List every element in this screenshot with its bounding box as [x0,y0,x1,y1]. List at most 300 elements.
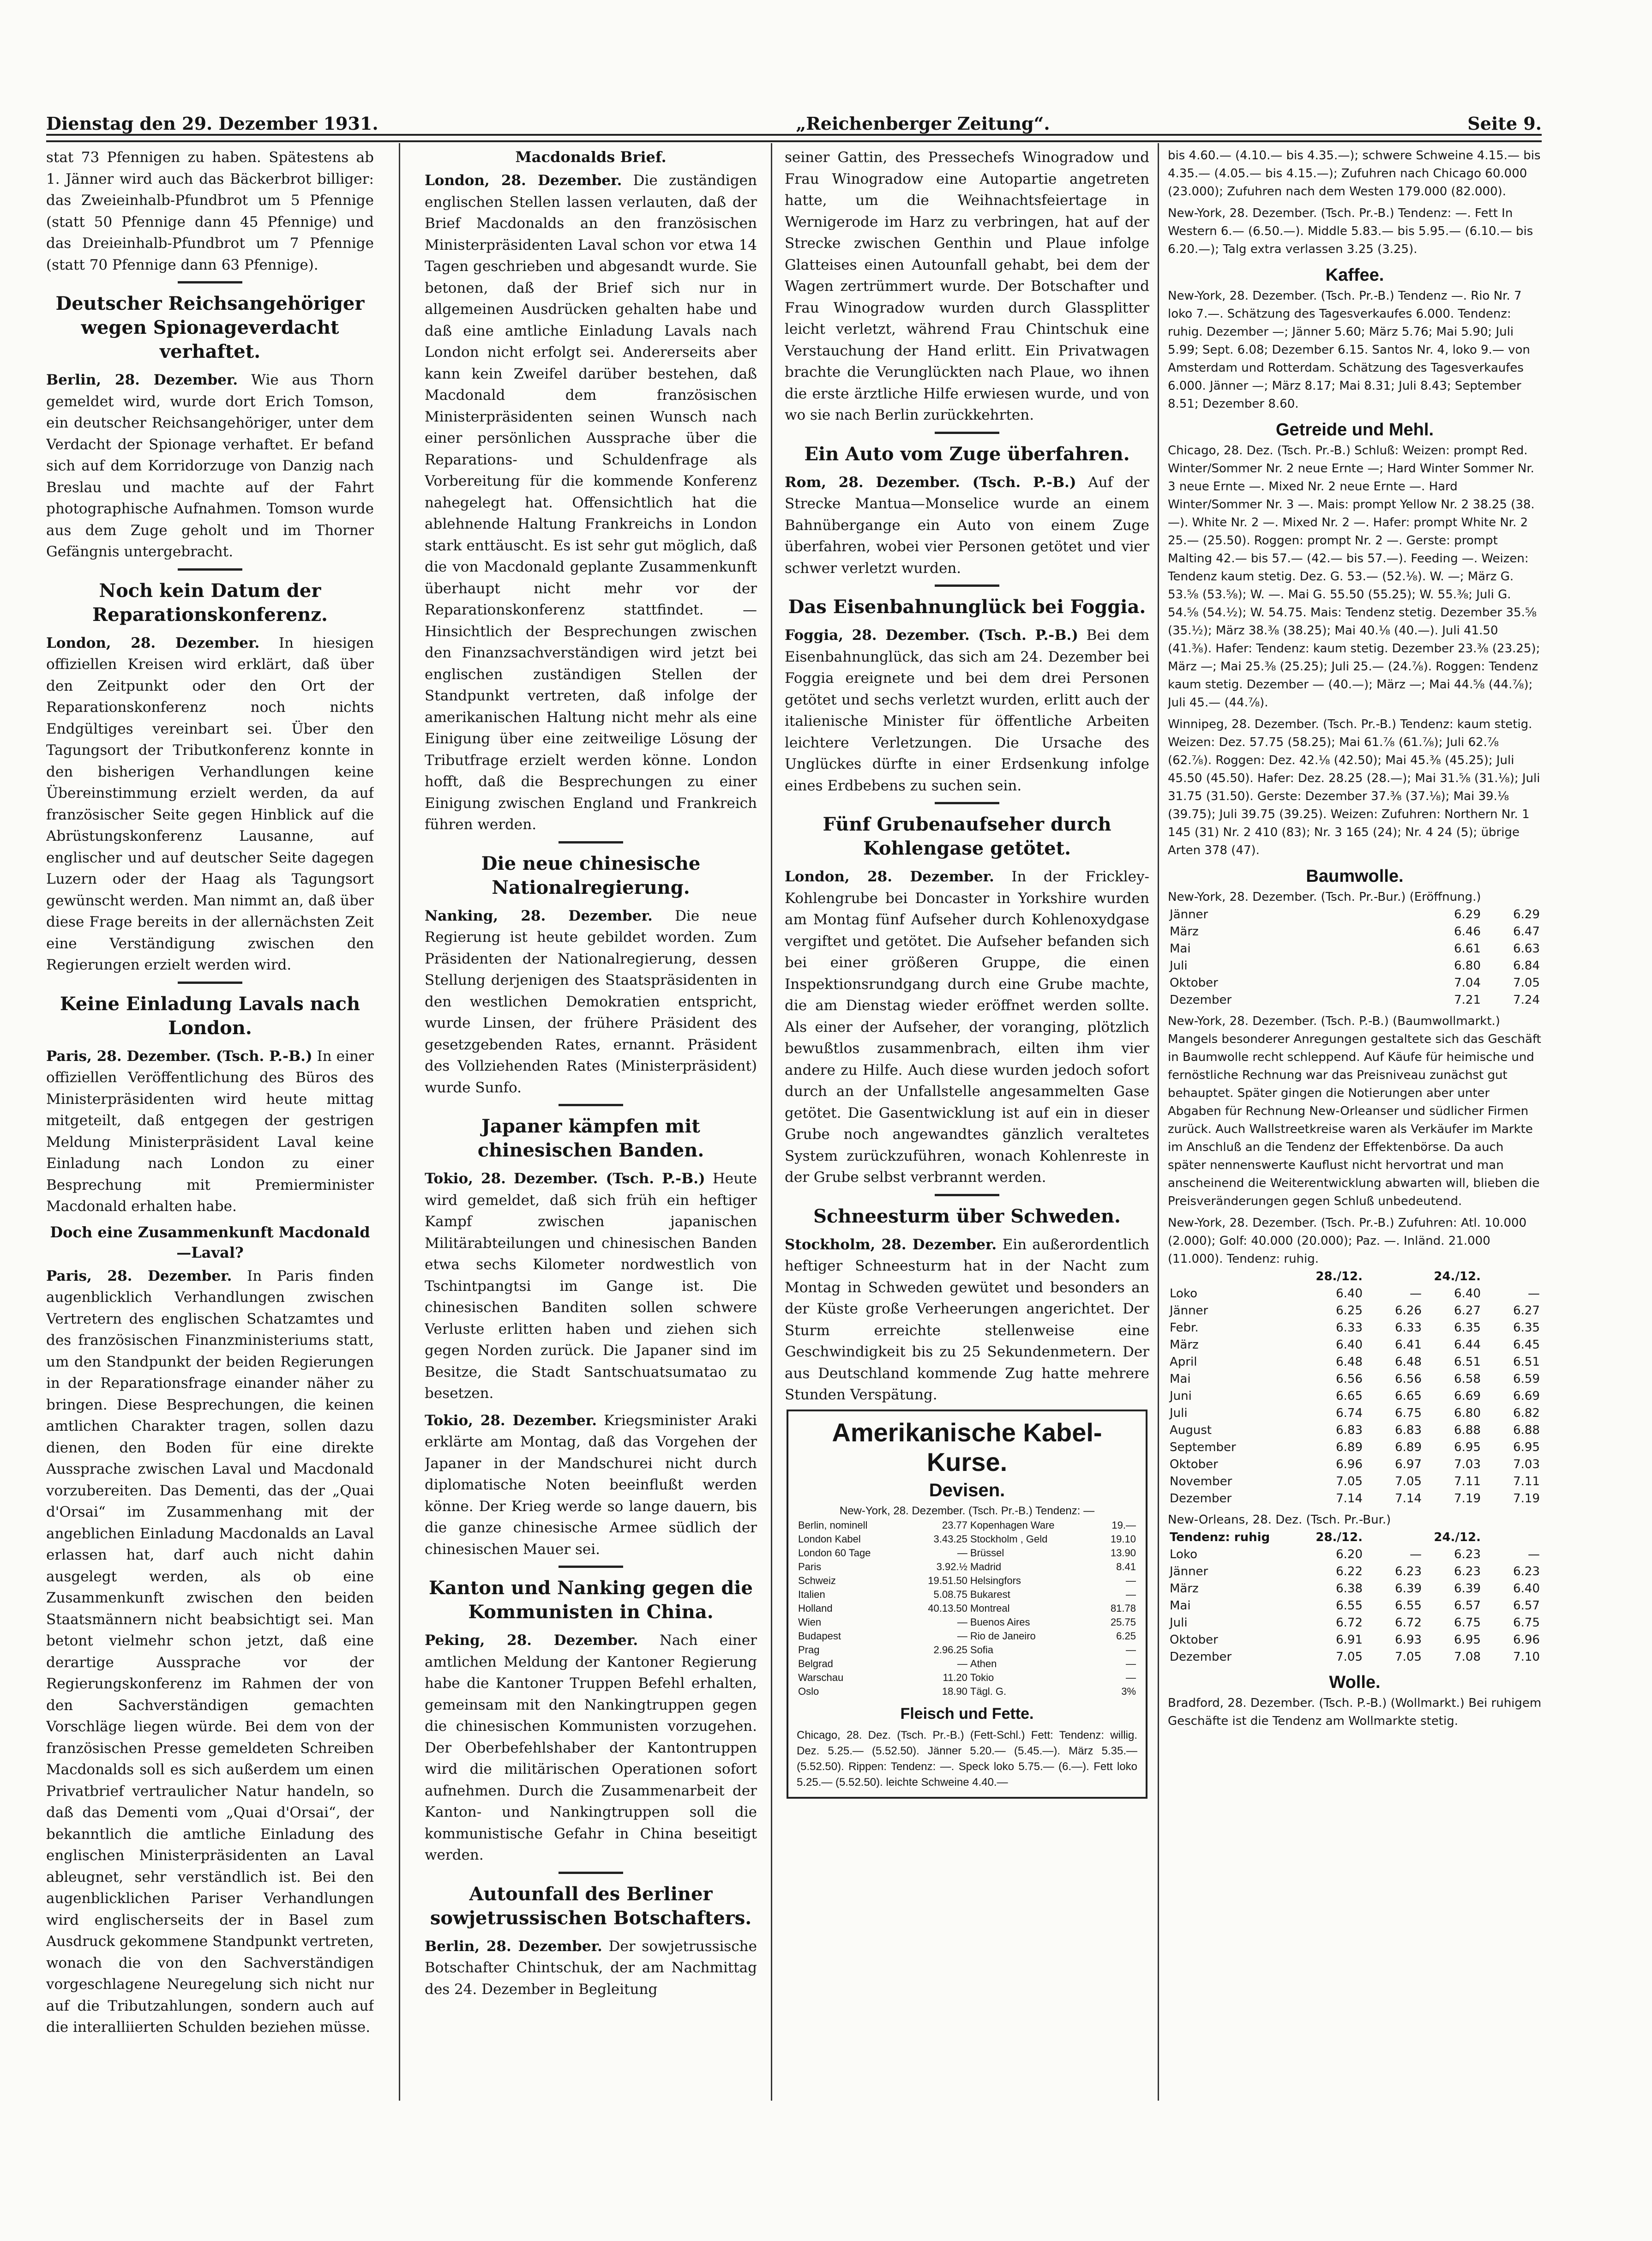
cotton-row [1168,992,1542,1009]
cotton-row [1168,1302,1542,1319]
article-headline: Deutscher Reichsangehöriger wegen Spionageverdacht verhaftet. [55,293,365,362]
meat-fats-text: Chicago, 28. Dez. (Tsch. Pr.-B.) (Fett-Schl.) Fett: Tendenz: willig. Dez. 5.25.— (5.52.50). Jänner 5.20.— (5.45.—). März 5.35.— (5.52.50). Rippen: Tendenz: —. Speck loko 5.75.— (6.—). Fett loko 5.25.— (5.52.50). leichte Schweine 4.40.— [797,1729,1137,1789]
table-cell: Oktober [1170,1633,1218,1647]
currency-row [797,1560,1137,1574]
table-cell: 6.46 [1454,925,1481,939]
table-cell: 6.75 [1454,1616,1481,1630]
header-rule [46,134,1542,142]
table-cell: 6.35 [1454,1321,1481,1335]
table-cell: — [1126,1589,1136,1600]
cable-rates-title: Amerikanische Kabel-Kurse. [832,1417,1102,1476]
dateline: Nanking, 28. Dezember. [425,907,653,924]
article-continuation: stat 73 Pfennigen zu haben. Spätestens ab 1. Jänner wird auch das Bäckerbrot billiger: das Zweieinhalb-Pfundbrot um 5 Pfennige (statt 50 Pfennige dann 45 Pfennige) und das Dreieinhalb-Pfundbrot um 7 Pfennige (statt 70 Pfennige dann 63 Pfennige). [46,149,374,273]
table-cell: 6.57 [1513,1599,1540,1613]
coffee-report: New-York, 28. Dezember. (Tsch. Pr.-B.) Tendenz —. Rio Nr. 7 loko 7.—. Schätzung des Tagesverkaufes 6.000. Tendenz: ruhig. Dezember —; Jänner 5.60; März 5.76; Mai 5.90; Juli 5.99; Sept. 6.08; Dezember 6.15. Santos Nr. 4, loko 9.— von Amsterdam und Rotterdam. Schätzung des Tagesverkaufes 6.000. Jänner —; März 8.17; Mai 8.31; Juli 8.43; September 8.51; Dezember 8.60. [1168,289,1530,411]
currency-table [797,1518,1137,1699]
table-cell: Jänner [1170,908,1208,922]
article-headline: Schneesturm über Schweden. [813,1205,1121,1227]
cotton-row [1168,1319,1542,1337]
separator [935,1194,999,1196]
table-cell: Warschau [798,1672,844,1683]
winnipeg-report: Winnipeg, 28. Dezember. (Tsch. Pr.-B.) Tendenz: kaum stetig. Weizen: Dez. 57.75 (58.25); Mai 61.⅞ (61.⅞); Juli 62.⅞ (62.⅞). Roggen: Dez. 42.⅛ (42.50); Mai 45.⅜ (45.25); Juli 45.50 (45.50). Hafer: Dez. 28.25 (28.—); Mai 31.⅝ (31.⅛); Juli 31.75 (31.50). Gerste: Dezember 37.⅜ (37.⅛); Mai 39.⅛ (39.75); Juli 39.75 (39.25). Weizen: Zufuhren: Northern Nr. 1 145 (31) Nr. 2 410 (83); Nr. 3 165 (24); Nr. 4 24 (5); übrige Arten 378 (47). [1168,717,1540,857]
table-cell: 8.41 [1116,1561,1136,1572]
article-body: Nach einer amtlichen Meldung der Kantoner Regierung habe die Kantoner Truppen Befehl erhalten, gemeinsam mit den Nankingtruppen gegen die chinesischen Kommunisten vorzugehen. Der Oberbefehlshaber der Kantontruppen wird die militärischen Operationen sofort aufnehmen. Durch die Zusammenarbeit der Kanton- und Nankingtruppen soll die kommunistische Gefahr in China beseitigt werden. [425,1632,757,1863]
table-cell: Juli [1170,1616,1188,1630]
cotton-row [1168,1490,1542,1507]
column-rule [399,143,400,2101]
table-cell: 6.75 [1513,1616,1540,1630]
column-header: Tendenz: ruhig [1170,1530,1270,1544]
table-cell: Stockholm , Geld [970,1533,1048,1545]
grain-heading: Getreide und Mehl. [1275,420,1434,440]
table-cell: 7.24 [1513,993,1540,1007]
meat-fats-heading: Fleisch und Fette. [900,1705,1034,1723]
table-cell: November [1170,1475,1232,1488]
table-cell: — [957,1658,967,1669]
separator [178,281,242,283]
column-header: 28./12. [1316,1270,1363,1283]
table-cell: Madrid [970,1561,1002,1572]
article-subheadline: Doch eine Zusammenkunft Macdonald—Laval? [50,1223,370,1261]
grain-report: Chicago, 28. Dez. (Tsch. Pr.-B.) Schluß: Weizen: prompt Red. Winter/Sommer Nr. 2 neue Ernte —; Hard Winter Sommer Nr. 3 neue Ernte —. Mixed Nr. 2 neue Ernte —. Hard Winter/Sommer Nr. 3 —. Mais: prompt Yellow Nr. 2 38.25 (38.—). White Nr. 2 —. Mixed Nr. 2 —. Hafer: prompt White Nr. 2 25.— (25.50). Roggen: prompt Nr. 2 —. Gerste: prompt Malting 42.— bis 57.— (42.— bis 57.—). Feeding —. Weizen: Tendenz kaum stetig. Dez. G. 53.— (52.⅛). W. —; März G. 53.⅝ (53.⅝); W. —. Mai G. 55.50 (55.25); W. 55.⅜; Juli G. 54.⅝ (54.½); W. 54.75. Mais: Tendenz stetig. Dezember 35.⅝ (35.½); März 38.⅜ (38.25); Mai 40.⅛ (40.—). Juli 41.50 (41.⅜). Hafer: Tendenz: kaum stetig. Dezember 23.⅜ (23.25); März —; Mai 25.⅜ (25.25); Juli 25.— (24.⅞). Roggen: Tendenz kaum stetig. Dezember — (40.—); März —; Mai 44.⅝ (44.⅞); Juli 45.— (44.⅞). [1168,444,1540,710]
article-body: In Paris finden augenblicklich Verhandlungen zwischen Vertretern des englischen Schatzamtes und des französischen Finanzministeriums statt, um den Standpunkt der beiden Regierungen in der Reparationsfrage einander näher zu bringen. Diese Besprechungen, die keinen amtlichen Charakter tragen, sollen dazu dienen, den Boden für eine direkte Aussprache zwischen Laval und Macdonald vorzubereiten. Das Dementi, das der „Quai d'Orsai“ im Zusammenhang mit der angeblichen Einladung Macdonalds an Laval erlassen hat, darf auch nicht dahin ausgelegt werden, als ob eine Zusammenkunft zwischen den beiden Staatsmännern nicht beabsichtigt sei. Man betont vielmehr schon jetzt, daß eine derartige Aussprache vor der Regierungskonferenz im Rahmen der von den Sachverständigen gemachten Vorschläge liegen würde. Bei dem von der französischen Presse gemeldeten Schreiben Macdonalds soll es sich außerdem um einen Privatbrief vertraulicher Natur handeln, so daß das Dementi vom „Quai d'Orsai“, der bekanntlich die amtliche Einladung des englischen Ministerpräsidenten an Laval ableugnet, sehr verständlich ist. Bei den augenblicklichen Pariser Verhandlungen wird englischerseits der in Basel zum Ausdruck gekommene Standpunkt vertreten, wonach die von den Sachverständigen vorgeschlagene Neuregelung sich nicht nur auf die Tributzahlungen, sondern auch auf die interalliierten Schulden beziehen müsse. [46,1267,374,2036]
table-cell: 6.51 [1454,1355,1481,1369]
column-header: 28./12. [1316,1530,1363,1544]
table-cell: — [957,1630,967,1642]
article-headline: Autounfall des Berliner sowjetrussischen Botschafters. [430,1883,752,1929]
table-cell: 6.89 [1336,1440,1363,1454]
currency-row [797,1615,1137,1629]
table-cell: 6.69 [1454,1389,1481,1403]
article-headline: Fünf Grubenaufseher durch Kohlengase getötet. [823,813,1111,859]
dateline: London, 28. Dezember. [785,868,994,885]
table-cell: Tägl. G. [970,1686,1007,1697]
table-cell: 7.14 [1395,1492,1422,1506]
column-4-markets [1168,147,1542,2095]
table-cell: Brüssel [970,1547,1004,1559]
cotton-row [1168,958,1542,975]
table-cell: März [1170,1338,1199,1352]
table-cell: 6.88 [1454,1423,1481,1437]
table-cell: 6.35 [1513,1321,1540,1335]
cotton-row [1168,940,1542,958]
cotton-row [1168,1597,1542,1614]
page-header [46,106,1542,134]
cotton-newyork-table [1168,1268,1542,1507]
cotton-row [1168,1371,1542,1388]
table-cell: 6.96 [1513,1633,1540,1647]
cotton-row [1168,923,1542,940]
table-cell: Belgrad [798,1658,833,1669]
currency-heading: Devisen. [929,1480,1005,1500]
separator [178,568,242,571]
table-cell: Berlin, nominell [798,1519,868,1531]
table-cell: Mai [1170,1599,1191,1613]
table-cell: 11.20 [943,1672,967,1683]
table-cell: 7.08 [1454,1650,1481,1664]
wool-heading: Wolle. [1329,1673,1381,1692]
article-body: In hiesigen offiziellen Kreisen wird erklärt, daß über den Zeitpunkt oder den Ort der Reparationskonferenz noch nichts Endgültiges vereinbart sei. Über den Tagungsort der Tributkonferenz konnte in den bisherigen Verhandlungen keine Übereinstimmung erzielt werden, da auf französischer Seite gegen Hinblick auf die Abrüstungskonferenz Lausanne, auf englischer und auf deutscher Seite dagegen Luzern oder der Haag als Tagungsort gewünscht werden. Man nimmt an, daß über diese Frage bereits in der allernächsten Zeit eine Verständigung zwischen den Regierungen erzielt werden wird. [46,634,374,973]
table-cell: 7.05 [1513,976,1540,990]
table-cell: 6.58 [1454,1372,1481,1386]
currency-row [797,1574,1137,1588]
table-cell: 7.03 [1454,1458,1481,1471]
dateline: Tokio, 28. Dezember. (Tsch. P.-B.) [425,1170,705,1187]
article-continuation: seiner Gattin, des Pressechefs Winogradow und Frau Winogradow eine Autopartie angetreten hatte, um die Weihnachtsfeiertage in Wernigerode im Harz zu verbringen, hat auf der Strecke zwischen Genthin und Plaue infolge Glatteises einen Autounfall gehabt, bei dem der Wagen zertrümmert wurde. Der Botschafter und Frau Winogradow wurden durch Glassplitter leicht verletzt, während Frau Chintschuk eine Verstauchung der Hand erlitt. Ein Privatwagen brachte die Verunglückten nach Plaue, wo ihnen die erste ärztliche Hilfe erwiesen wurde, und von wo sie nach Berlin zurückkehrten. [785,149,1149,423]
table-cell: 6.25 [1116,1630,1136,1642]
cotton-row [1168,1580,1542,1597]
table-cell: 6.33 [1395,1321,1422,1335]
table-cell: — [1528,1548,1540,1561]
column-2 [425,147,757,2095]
cotton-row [1168,1649,1542,1666]
rates-dateline: New-York, 28. Dezember. (Tsch. Pr.-B.) Tendenz: — [839,1505,1095,1517]
article-body: Auf der Strecke Mantua—Monselice wurde an einem Bahnübergange ein Auto von einem Zuge überfahren, wobei vier Personen getötet und vier schwer verletzt wurden. [785,474,1149,577]
table-cell: 13.90 [1110,1547,1136,1559]
table-cell: 6.20 [1336,1548,1363,1561]
table-cell: Dezember [1170,1650,1232,1664]
table-cell: Mai [1170,942,1191,956]
currency-row [797,1546,1137,1560]
column-header: 24./12. [1434,1530,1481,1544]
table-cell: 6.55 [1336,1599,1363,1613]
separator [559,841,623,843]
wool-report: Bradford, 28. Dezember. (Tsch. P.-B.) (Wollmarkt.) Bei ruhigem Geschäfte ist die Tendenz am Wollmarkte stetig. [1168,1696,1542,1728]
dateline: Berlin, 28. Dezember. [425,1938,602,1955]
table-cell: 6.27 [1513,1304,1540,1318]
table-cell: 5.08.75 [933,1589,967,1600]
currency-row [797,1657,1137,1671]
table-cell: 6.83 [1395,1423,1422,1437]
cotton-row [1168,1439,1542,1456]
column-rule [1158,143,1159,2101]
cotton-dateline: New-York, 28. Dezember. (Tsch. Pr.-B.) Zufuhren: Atl. 10.000 (2.000); Golf: 40.000 (20.000); Paz. —. Inländ. 21.000 (11.000). Tendenz: ruhig. [1168,1216,1527,1266]
table-cell: Prag [798,1644,820,1656]
table-cell: — [1126,1672,1136,1683]
table-cell: 40.13.50 [928,1602,967,1614]
table-cell: Juli [1170,959,1188,973]
table-cell: 18.90 [942,1686,967,1697]
table-cell: Wien [798,1616,822,1628]
table-cell: Juli [1170,1406,1188,1420]
table-cell: 7.21 [1454,993,1481,1007]
table-cell: Rio de Janeiro [970,1630,1036,1642]
article-body: Die neue Regierung ist heute gebildet worden. Zum Präsidenten der Nationalregierung, dessen Stellung derjenigen des Staatspräsidenten in den westlichen Demokratien entspricht, wurde Linsen, der frühere Präsident des gesetzgebenden Rates, ernannt. Präsident des Vollziehenden Rates (Ministerpräsident) wurde Sunfo. [425,907,757,1096]
separator [935,584,999,587]
table-cell: Schweiz [798,1575,836,1586]
column-rule [771,143,772,2101]
currency-row [797,1643,1137,1657]
table-cell: 6.51 [1513,1355,1540,1369]
table-cell: Mai [1170,1372,1191,1386]
currency-row [797,1588,1137,1602]
table-cell: — [1126,1575,1136,1586]
table-cell: 19.51.50 [928,1575,967,1586]
dateline: Peking, 28. Dezember. [425,1632,638,1649]
table-cell: 6.47 [1513,925,1540,939]
table-cell: September [1170,1440,1236,1454]
table-cell: 6.45 [1513,1338,1540,1352]
cotton-dateline: New-York, 28. Dezember. (Tsch. Pr.-Bur.) (Eröffnung.) [1168,890,1481,904]
header-page-number: Seite 9. [1467,113,1542,134]
table-cell: 6.29 [1454,908,1481,922]
table-cell: London 60 Tage [798,1547,871,1559]
currency-row [797,1532,1137,1546]
table-cell: Oslo [798,1686,819,1697]
header-paper-name: „Reichenberger Zeitung“. [796,113,1050,134]
article-subheadline: Macdonalds Brief. [515,148,667,166]
table-cell: 6.41 [1395,1338,1422,1352]
table-cell: Budapest [798,1630,841,1642]
column-header [1364,1268,1424,1285]
table-cell: Paris [798,1561,822,1572]
table-cell: Loko [1170,1287,1197,1301]
cotton-row [1168,1632,1542,1649]
table-cell: 6.27 [1454,1304,1481,1318]
dateline: Paris, 28. Dezember. [46,1267,232,1284]
table-cell: 6.82 [1513,1406,1540,1420]
dateline: London, 28. Dezember. [425,172,622,189]
table-cell: 6.65 [1336,1389,1363,1403]
table-cell: August [1170,1423,1212,1437]
cotton-opening-table [1168,906,1542,1009]
table-cell: 7.04 [1454,976,1481,990]
table-cell: 6.23 [1454,1548,1481,1561]
dateline: Foggia, 28. Dezember. (Tsch. P.-B.) [785,627,1078,644]
article-headline: Die neue chinesische Nationalregierung. [481,852,701,898]
cotton-row [1168,1456,1542,1473]
table-cell: 6.23 [1513,1565,1540,1578]
cable-rates-box [787,1410,1147,1799]
table-cell: 6.80 [1454,1406,1481,1420]
table-cell: — [957,1616,967,1628]
column-header [1483,1529,1542,1546]
table-cell: 19.10 [1110,1533,1136,1545]
column-header [1483,1268,1542,1285]
table-cell: 6.48 [1395,1355,1422,1369]
table-cell: 6.96 [1336,1458,1363,1471]
currency-row [797,1518,1137,1532]
table-cell: 6.22 [1336,1565,1363,1578]
table-cell: 7.03 [1513,1458,1540,1471]
table-cell: Bukarest [970,1589,1010,1600]
cotton-row [1168,975,1542,992]
table-cell: 6.93 [1395,1633,1422,1647]
table-cell: — [1126,1644,1136,1656]
table-cell: — [1410,1548,1422,1561]
table-cell: 81.78 [1110,1602,1136,1614]
table-cell: 6.59 [1513,1372,1540,1386]
column-1 [46,147,374,2095]
table-cell: 6.38 [1336,1582,1363,1596]
table-cell: 6.48 [1336,1355,1363,1369]
table-cell: 6.97 [1395,1458,1422,1471]
cotton-row [1168,906,1542,923]
article-headline: Japaner kämpfen mit chinesischen Banden. [477,1115,704,1161]
table-cell: 3.92.½ [936,1561,967,1572]
cotton-row [1168,1422,1542,1439]
table-cell: 6.63 [1513,942,1540,956]
cotton-row [1168,1473,1542,1490]
table-cell: März [1170,925,1199,939]
market-continuation: bis 4.60.— (4.10.— bis 4.35.—); schwere Schweine 4.15.— bis 4.35.— (4.05.— bis 4.15.—); Zufuhren nach Chicago 60.000 (23.000); Zufuhren nach dem Westen 179.000 (82.000). [1168,149,1541,199]
table-cell: 6.65 [1395,1389,1422,1403]
table-cell: 3.43.25 [933,1533,967,1545]
dateline: Berlin, 28. Dezember. [46,372,238,388]
table-cell: Loko [1170,1548,1197,1561]
table-cell: 7.14 [1336,1492,1363,1506]
table-cell: 7.19 [1454,1492,1481,1506]
table-cell: 6.56 [1395,1372,1422,1386]
table-cell: 3% [1121,1686,1136,1697]
header-date: Dienstag den 29. Dezember 1931. [46,113,378,134]
table-cell: 6.95 [1513,1440,1540,1454]
article-body: Der sowjetrussische Botschafter Chintschuk, der am Nachmittag des 24. Dezember in Begleitung [425,1938,757,1998]
table-cell: 6.40 [1336,1287,1363,1301]
table-cell: 6.55 [1395,1599,1422,1613]
table-cell: — [1410,1287,1422,1301]
dateline: Rom, 28. Dezember. (Tsch. P.-B.) [785,474,1076,491]
article-body: In einer offiziellen Veröffentlichung des Büros des Ministerpräsidenten wird heute mittag mitgeteilt, daß entgegen der gestrigen Meldung Ministerpräsident Laval keine Einladung nach London zu einer Besprechung mit Premierminister Macdonald erhalten habe. [46,1048,374,1215]
table-header-row [1168,1268,1542,1285]
coffee-heading: Kaffee. [1325,265,1384,285]
article-body: Die zuständigen englischen Stellen lassen verlauten, daß der Brief Macdonalds an den französischen Ministerpräsidenten Laval schon vor etwa 14 Tagen geschrieben und abgesandt wurde. Sie betonen, daß der Brief sich nur in allgemeinen Ausdrücken gehalten habe und daß eine amtliche Einladung Lavals nach London nicht erfolgt sei. Andererseits aber kann kein Zweifel darüber bestehen, daß Macdonald dem französischen Ministerpräsidenten seinen Wunsch nach einer persönlichen Aussprache über die Reparations- und Schuldenfrage als Vorbereitung für die kommende Konferenz nahegelegt hat. Offensichtlich hat die ablehnende Haltung Frankreichs in London stark enttäuscht. Es ist sehr gut möglich, daß die von Macdonald geplante Zusammenkunft überhaupt nicht mehr vor der Reparationskonferenz stattfindet. — Hinsichtlich der Besprechungen zwischen den Finanzsachverständigen wird jetzt bei englischen zuständigen Stellen der Standpunkt vertreten, daß infolge der amerikanischen Haltung nicht mehr als eine Einigung über eine zeitweilige Lösung der Tributfrage erzielt werden könne. London hofft, daß die Besprechungen zu einer Einigung zwischen England und Frankreich führen werden. [425,172,757,833]
cotton-row [1168,1337,1542,1354]
table-cell: 7.05 [1395,1650,1422,1664]
table-cell: 6.88 [1513,1423,1540,1437]
cotton-row [1168,1546,1542,1563]
table-cell: 6.39 [1454,1582,1481,1596]
table-cell: 6.83 [1336,1423,1363,1437]
column-header [1364,1529,1424,1546]
table-cell: Sofia [970,1644,994,1656]
table-cell: Jänner [1170,1304,1208,1318]
separator [559,1872,623,1874]
dateline: Tokio, 28. Dezember. [425,1412,597,1429]
table-cell: — [1126,1658,1136,1669]
table-cell: 6.29 [1513,908,1540,922]
table-cell: 6.40 [1336,1338,1363,1352]
table-cell: 7.05 [1395,1475,1422,1488]
table-cell: Holland [798,1602,833,1614]
cotton-row [1168,1405,1542,1422]
separator [559,1566,623,1568]
table-cell: 6.95 [1454,1633,1481,1647]
article-body: Bei dem Eisenbahnunglück, das sich am 24. Dezember bei Foggia ereignete und bei dem drei Personen getötet und sechs verletzt wurden, erlitt auch der italienische Minister für öffentliche Arbeiten leichtere Verletzungen. Die Ursache des Unglückes dürfte in einer Erdsenkung infolge eines Erdbebens zu suchen sein. [785,627,1149,794]
table-cell: Juni [1170,1389,1192,1403]
table-cell: Febr. [1170,1321,1199,1335]
article-body: In der Frickley-Kohlengrube bei Doncaster in Yorkshire wurden am Montag fünf Aufseher durch Kohlenoxydgase vergiftet und getötet. Die Aufseher befanden sich bei einer größeren Gruppe, die einen Inspektionsrundgang durch eine Grube machte, die am Dienstag wieder eröffnet werden sollte. Als einer der Aufseher, der voranging, plötzlich bewußtlos zusammenbrach, eilten ihm vier andere zu Hilfe. Auch diese wurden jedoch sofort durch an der Unfallstelle angesammelten Gase getötet. Die Gasentwicklung ist auf ein in dieser Grube noch angewandtes gänzlich veraltetes System zurückzuführen, wonach Kohlenreste in der Grube selbst verbrannt werden. [785,868,1149,1186]
table-cell: Tokio [970,1672,994,1683]
cotton-row [1168,1614,1542,1632]
table-cell: 6.95 [1454,1440,1481,1454]
table-cell: 6.57 [1454,1599,1481,1613]
separator [559,1104,623,1106]
table-header-row [1168,1529,1542,1546]
currency-row [797,1629,1137,1643]
table-cell: 7.11 [1513,1475,1540,1488]
table-cell: 6.33 [1336,1321,1363,1335]
table-cell: 6.72 [1336,1616,1363,1630]
table-cell: 6.75 [1395,1406,1422,1420]
currency-row [797,1685,1137,1699]
separator [935,802,999,804]
currency-row [797,1671,1137,1685]
table-cell: 6.44 [1454,1338,1481,1352]
table-cell: Oktober [1170,1458,1218,1471]
article-body: Wie aus Thorn gemeldet wird, wurde dort Erich Tomson, ein deutscher Reichsangehöriger, unter dem Verdacht der Spionage verhaftet. Er befand sich auf dem Korridorzuge von Danzig nach Breslau und machte auf der Fahrt photographische Aufnahmen. Tomson wurde aus dem Zuge geholt und im Thorner Gefängnis untergebracht. [46,372,374,560]
table-cell: Helsingfors [970,1575,1021,1586]
cotton-heading: Baumwolle. [1306,867,1404,886]
dateline: Stockholm, 28. Dezember. [785,1236,997,1253]
table-cell: 6.56 [1336,1372,1363,1386]
table-cell: Jänner [1170,1565,1208,1578]
table-cell: Dezember [1170,1492,1232,1506]
table-cell: 6.69 [1513,1389,1540,1403]
article-headline: Ein Auto vom Zuge überfahren. [804,443,1130,465]
cotton-row [1168,1285,1542,1302]
dateline: London, 28. Dezember. [46,634,260,651]
column-3 [785,147,1149,2095]
table-cell: 7.10 [1513,1650,1540,1664]
article-headline: Noch kein Datum der Reparationskonferenz. [92,579,328,626]
table-cell: Italien [798,1589,825,1600]
table-cell: 6.40 [1454,1287,1481,1301]
table-cell: 6.39 [1395,1582,1422,1596]
currency-row [797,1602,1137,1615]
table-cell: 6.40 [1513,1582,1540,1596]
article-body: Ein außerordentlich heftiger Schneesturm hat in der Nacht zum Montag in Schweden gewütet und besonders an der Küste große Verheerungen angerichtet. Der Sturm erreichte stellenweise eine Geschwindigkeit bis zu 25 Sekundenmetern. Der aus Deutschland kommende Zug hatte mehrere Stunden Verspätung. [785,1236,1149,1403]
article-headline: Das Eisenbahnunglück bei Foggia. [788,596,1146,618]
table-cell: 7.05 [1336,1475,1363,1488]
table-cell: 2.96.25 [933,1644,967,1656]
table-cell: 6.89 [1395,1440,1422,1454]
table-cell: 23.77 [942,1519,967,1531]
table-cell: 6.84 [1513,959,1540,973]
table-cell: 7.05 [1336,1650,1363,1664]
table-cell: Kopenhagen Ware [970,1519,1055,1531]
table-cell: Athen [970,1658,997,1669]
separator [178,982,242,984]
cotton-report: New-York, 28. Dezember. (Tsch. P.-B.) (Baumwollmarkt.) Mangels besonderer Anregungen gestaltete sich das Geschäft in Baumwolle recht schleppend. Auf Käufe für heimische und fernöstliche Rechnung war das Preisniveau zunächst gut behauptet. Später gingen die Notierungen aber unter Abgaben für Rechnung New-Orleanser und südlicher Firmen zurück. Auch Wallstreetkreise waren als Verkäufer im Markte im Anschluß an die Tendenz der Effektenbörse. Da auch später nennenswerte Kauflust nicht hervortrat und man anscheinend die Weiterentwicklung abwarten will, blieben die Preisveränderungen gegen Schluß unbedeutend. [1168,1014,1541,1208]
article-headline: Kanton und Nanking gegen die Kommunisten in China. [429,1577,753,1623]
table-cell: 7.11 [1454,1475,1481,1488]
article-body: Heute wird gemeldet, daß sich früh ein heftiger Kampf zwischen japanischen Militärabteilungen und chinesischen Banden etwa sechs Kilometer nordwestlich von Tschintpangtsi im Gange ist. Die chinesischen Banditen sollen schwere Verluste erlitten haben und ziehen sich gegen Norden zurück. Die Japaner sind im Besitze, die Stadt Santschuatsumatao zu besetzen. [425,1170,757,1402]
table-cell: London Kabel [798,1533,861,1545]
column-header [1168,1268,1305,1285]
cotton-row [1168,1563,1542,1580]
table-cell: 19.— [1111,1519,1136,1531]
table-cell: 6.74 [1336,1406,1363,1420]
cotton-row [1168,1388,1542,1405]
article-headline: Keine Einladung Lavals nach London. [60,993,360,1039]
table-cell: 6.23 [1454,1565,1481,1578]
cotton-dateline: New-Orleans, 28. Dez. (Tsch. Pr.-Bur.) [1168,1513,1391,1527]
separator [935,432,999,434]
table-cell: 6.72 [1395,1616,1422,1630]
table-cell: Buenos Aires [970,1616,1030,1628]
table-cell: 6.80 [1454,959,1481,973]
table-cell: — [957,1547,967,1559]
table-cell: Oktober [1170,976,1218,990]
table-cell: Montreal [970,1602,1010,1614]
table-cell: 6.61 [1454,942,1481,956]
table-cell: 6.23 [1395,1565,1422,1578]
table-cell: 25.75 [1110,1616,1136,1628]
table-cell: 6.25 [1336,1304,1363,1318]
article-body: Kriegsminister Araki erklärte am Montag, daß das Vorgehen der Japaner in der Mandschurei nicht durch diplomatische Noten beeinflußt werden könne. Der Krieg werde so lange dauern, bis die ganze chinesische Armee südlich der chinesischen Mauer sei. [425,1412,757,1558]
table-cell: 6.26 [1395,1304,1422,1318]
